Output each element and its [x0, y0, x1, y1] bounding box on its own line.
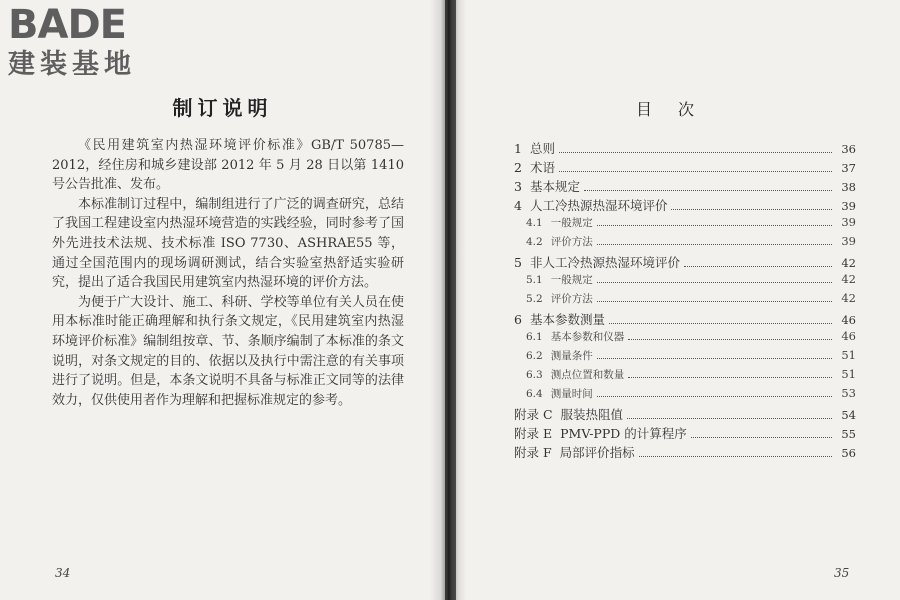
toc-entry-page: 39 [841, 215, 856, 229]
toc-entry-title: 测量时间 [550, 388, 593, 400]
toc-entry-page: 51 [841, 367, 856, 381]
left-page-title: 制订说明 [172, 96, 273, 120]
table-of-contents [514, 139, 856, 462]
toc-entry-number: 5.2 [526, 293, 543, 305]
paragraph: 本标准制订过程中，编制组进行了广泛的调查研究，总结了我国工程建设室内热湿环境营造的实践经验，同时参考了国外先进技术法规、技术标准 ISO 7730、ASHRAE55 等，通过全国范围内的现场调研测试，结合实验室热舒适实验研究，提出了适合我国民用建筑室内热湿环境的评价方法。 [52, 196, 404, 291]
toc-dot-leader [597, 225, 832, 226]
toc-entry-page: 37 [841, 161, 856, 175]
toc-entry-title: 人工冷热源热湿环境评价 [529, 198, 668, 213]
toc-entry-title: PMV-PPD 的计算程序 [560, 426, 687, 441]
toc-title: 目次 [635, 100, 720, 119]
toc-dot-leader [597, 358, 832, 359]
toc-entry-page: 39 [841, 234, 856, 248]
toc-entry [514, 310, 856, 329]
toc-entry [514, 405, 856, 424]
toc-dot-leader [628, 377, 832, 378]
left-page [0, 0, 445, 600]
toc-entry-title: 术语 [529, 160, 555, 175]
toc-entry [514, 158, 856, 177]
toc-entry-number: 4.2 [526, 236, 543, 248]
toc-entry-page: 42 [841, 256, 856, 270]
paragraph: 为便于广大设计、施工、科研、学校等单位有关人员在使用本标准时能正确理解和执行条文规定，《民用建筑室内热湿环境评价标准》编制组按章、节、条顺序编制了本标准的条文说明，对条文规定的目的、依据以及执行中需注意的有关事项进行了说明。但是，本条文说明不具备与标准正文同等的法律效力，仅供使用者作为理解和把握标准规定的参考。 [52, 294, 404, 408]
toc-entry-title: 总则 [529, 141, 555, 156]
toc-dot-leader [691, 437, 832, 438]
toc-entry [514, 234, 856, 253]
toc-entry-title: 基本规定 [529, 179, 580, 194]
toc-entry-number: 6.1 [526, 331, 543, 343]
toc-entry-number: 6 [514, 312, 522, 327]
toc-dot-leader [639, 456, 832, 457]
toc-dot-leader [627, 418, 832, 419]
explanation-body [52, 136, 404, 410]
toc-entry [514, 215, 856, 234]
toc-entry-number: 1 [514, 141, 522, 156]
toc-entry-title: 服装热阻值 [560, 407, 624, 422]
toc-entry-number: 附录 C [514, 407, 553, 422]
toc-entry [514, 139, 856, 158]
toc-entry-number: 6.3 [526, 369, 543, 381]
toc-entry-number: 4 [514, 198, 522, 213]
toc-dot-leader [597, 282, 832, 283]
paragraph: 《民用建筑室内热湿环境评价标准》GB/T 50785—2012，经住房和城乡建设部 2012 年 5 月 28 日以第 1410 号公告批准、发布。 [52, 138, 404, 193]
toc-dot-leader [584, 190, 832, 191]
toc-entry-page: 39 [841, 199, 856, 213]
toc-entry [514, 329, 856, 348]
left-page-number: 34 [55, 566, 71, 580]
toc-entry [514, 386, 856, 405]
toc-entry-page: 38 [841, 180, 856, 194]
toc-entry-page: 56 [841, 446, 856, 460]
toc-entry [514, 253, 856, 272]
bade-logo [8, 4, 136, 82]
toc-entry-title: 评价方法 [550, 236, 593, 248]
toc-entry-number: 附录 E [514, 426, 553, 441]
toc-entry-title: 测量条件 [550, 350, 593, 362]
toc-entry-title: 非人工冷热源热湿环境评价 [529, 255, 680, 270]
toc-dot-leader [671, 209, 832, 210]
book-spine-gutter [430, 0, 466, 600]
toc-dot-leader [628, 339, 832, 340]
right-page [456, 0, 900, 600]
toc-entry-page: 55 [841, 427, 856, 441]
toc-entry-page: 53 [841, 386, 856, 400]
toc-entry-page: 54 [841, 408, 856, 422]
toc-entry-number: 5.1 [526, 274, 543, 286]
toc-entry-title: 基本参数和仪器 [550, 331, 625, 343]
toc-dot-leader [597, 244, 832, 245]
toc-dot-leader [609, 323, 832, 324]
toc-entry-title: 一般规定 [550, 274, 593, 286]
toc-dot-leader [559, 171, 832, 172]
toc-entry-number: 3 [514, 179, 522, 194]
toc-entry-title: 一般规定 [550, 217, 593, 229]
toc-entry-page: 46 [841, 329, 856, 343]
toc-entry-page: 36 [841, 142, 856, 156]
toc-entry [514, 196, 856, 215]
toc-entry-number: 6.2 [526, 350, 543, 362]
logo-main-text: BADE [8, 2, 126, 48]
toc-entry-page: 51 [841, 348, 856, 362]
toc-entry-title: 测点位置和数量 [550, 369, 625, 381]
toc-entry-title: 局部评价指标 [559, 445, 635, 460]
toc-entry-number: 2 [514, 160, 522, 175]
toc-entry-number: 6.4 [526, 388, 543, 400]
toc-entry [514, 291, 856, 310]
toc-entry-page: 46 [841, 313, 856, 327]
toc-dot-leader [559, 152, 832, 153]
toc-entry-title: 基本参数测量 [529, 312, 605, 327]
toc-entry [514, 348, 856, 367]
logo-sub-text: 建装基地 [8, 49, 136, 80]
toc-entry-number: 5 [514, 255, 522, 270]
toc-entry [514, 177, 856, 196]
toc-entry-number: 附录 F [514, 445, 552, 460]
toc-entry-page: 42 [841, 272, 856, 286]
toc-entry-page: 42 [841, 291, 856, 305]
toc-entry-title: 评价方法 [550, 293, 593, 305]
toc-entry [514, 367, 856, 386]
toc-entry [514, 272, 856, 291]
toc-dot-leader [597, 301, 832, 302]
toc-entry [514, 424, 856, 443]
toc-dot-leader [684, 266, 832, 267]
toc-dot-leader [597, 396, 832, 397]
right-page-number: 35 [834, 566, 850, 580]
toc-entry-number: 4.1 [526, 217, 543, 229]
toc-entry [514, 443, 856, 462]
